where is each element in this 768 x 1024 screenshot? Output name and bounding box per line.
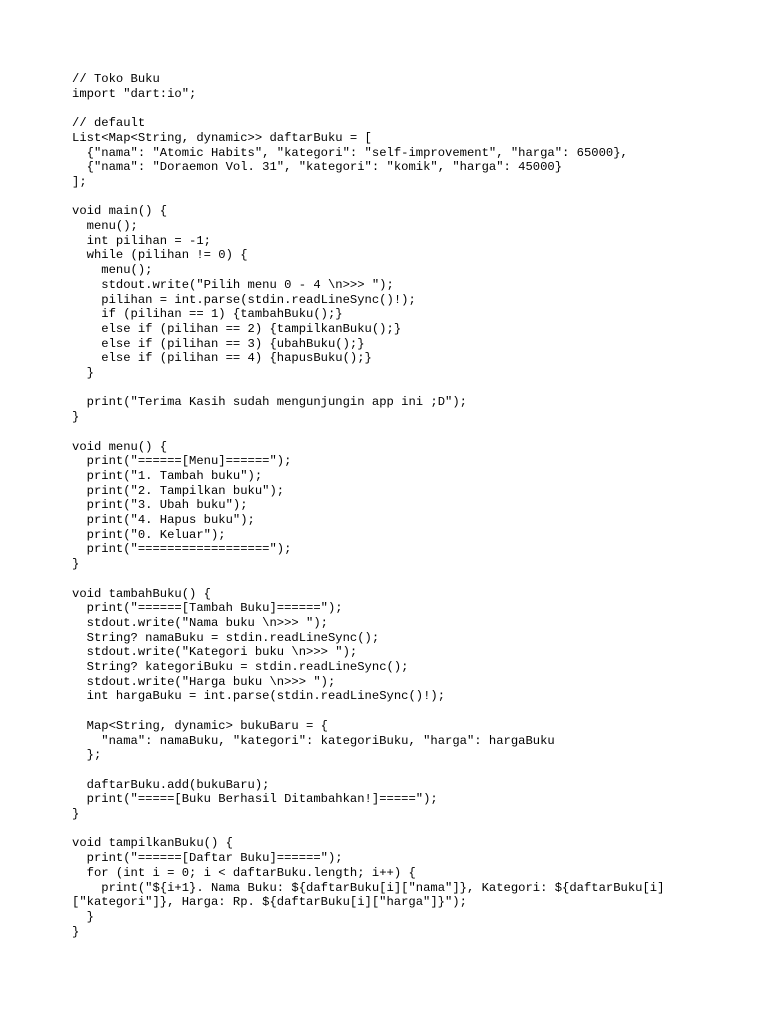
code-line: void main() { bbox=[72, 204, 168, 219]
code-line: stdout.write("Pilih menu 0 - 4 \n>>> "); bbox=[72, 277, 394, 292]
code-block bbox=[72, 72, 752, 939]
code-line: // default bbox=[72, 116, 146, 131]
code-line bbox=[72, 763, 752, 778]
code-line: void tampilkanBuku() { bbox=[72, 836, 233, 851]
code-line: void menu() { bbox=[72, 439, 168, 454]
code-line: ]; bbox=[72, 174, 87, 189]
code-line: print("=================="); bbox=[72, 542, 292, 557]
code-line: print("0. Keluar"); bbox=[72, 527, 226, 542]
code-line: print("======[Daftar Buku]======"); bbox=[72, 851, 343, 866]
code-line: String? namaBuku = stdin.readLineSync(); bbox=[72, 630, 380, 645]
code-line: {"nama": "Atomic Habits", "kategori": "self-improvement", "harga": 65000}, bbox=[72, 145, 628, 160]
code-line: } bbox=[72, 557, 80, 572]
code-line bbox=[72, 572, 752, 587]
code-line: ["kategori"]}, Harga: Rp. ${daftarBuku[i]["harga"]}"); bbox=[72, 895, 467, 910]
code-line: if (pilihan == 1) {tambahBuku();} bbox=[72, 307, 343, 322]
code-line: else if (pilihan == 3) {ubahBuku();} bbox=[72, 336, 365, 351]
code-line: print("=====[Buku Berhasil Ditambahkan!]====="); bbox=[72, 792, 438, 807]
code-line: menu(); bbox=[72, 263, 153, 278]
code-line: stdout.write("Harga buku \n>>> "); bbox=[72, 674, 336, 689]
code-line: print("Terima Kasih sudah mengunjungin app ini ;D"); bbox=[72, 395, 467, 410]
code-line: } bbox=[72, 909, 94, 924]
code-line: List<Map<String, dynamic>> daftarBuku = [ bbox=[72, 130, 372, 145]
code-line: else if (pilihan == 4) {hapusBuku();} bbox=[72, 351, 372, 366]
code-line bbox=[72, 381, 752, 396]
code-line: }; bbox=[72, 748, 102, 763]
code-line: pilihan = int.parse(stdin.readLineSync()!); bbox=[72, 292, 416, 307]
code-line: print("1. Tambah buku"); bbox=[72, 468, 263, 483]
code-line: for (int i = 0; i < daftarBuku.length; i++) { bbox=[72, 865, 416, 880]
code-line: print("======[Menu]======"); bbox=[72, 454, 292, 469]
code-line bbox=[72, 425, 752, 440]
code-line: void tambahBuku() { bbox=[72, 586, 211, 601]
code-line: Map<String, dynamic> bukuBaru = { bbox=[72, 718, 328, 733]
code-line: import "dart:io"; bbox=[72, 86, 197, 101]
code-line: print("4. Hapus buku"); bbox=[72, 513, 255, 528]
code-line: print("2. Tampilkan buku"); bbox=[72, 483, 285, 498]
code-line: "nama": namaBuku, "kategori": kategoriBuku, "harga": hargaBuku bbox=[72, 733, 555, 748]
code-line: } bbox=[72, 410, 80, 425]
code-line: int hargaBuku = int.parse(stdin.readLineSync()!); bbox=[72, 689, 446, 704]
code-line bbox=[72, 822, 752, 837]
code-line bbox=[72, 101, 752, 116]
code-line: else if (pilihan == 2) {tampilkanBuku();} bbox=[72, 321, 402, 336]
code-line: } bbox=[72, 807, 80, 822]
code-line: int pilihan = -1; bbox=[72, 233, 211, 248]
code-line: stdout.write("Kategori buku \n>>> "); bbox=[72, 645, 358, 660]
code-line: // Toko Buku bbox=[72, 72, 160, 86]
code-line: String? kategoriBuku = stdin.readLineSync(); bbox=[72, 660, 409, 675]
code-line: {"nama": "Doraemon Vol. 31", "kategori": "komik", "harga": 45000} bbox=[72, 160, 563, 175]
code-line: } bbox=[72, 366, 94, 381]
code-line: menu(); bbox=[72, 219, 138, 233]
code-line: } bbox=[72, 924, 80, 939]
code-line: print("======[Tambah Buku]======"); bbox=[72, 601, 343, 616]
code-line: stdout.write("Nama buku \n>>> "); bbox=[72, 615, 328, 630]
code-line: while (pilihan != 0) { bbox=[72, 248, 248, 263]
code-line: daftarBuku.add(bukuBaru); bbox=[72, 777, 270, 792]
code-line: print("3. Ubah buku"); bbox=[72, 498, 248, 513]
code-line bbox=[72, 190, 752, 205]
code-line bbox=[72, 704, 752, 719]
code-line: print("${i+1}. Nama Buku: ${daftarBuku[i]["nama"]}, Kategori: ${daftarBuku[i] bbox=[72, 880, 665, 895]
